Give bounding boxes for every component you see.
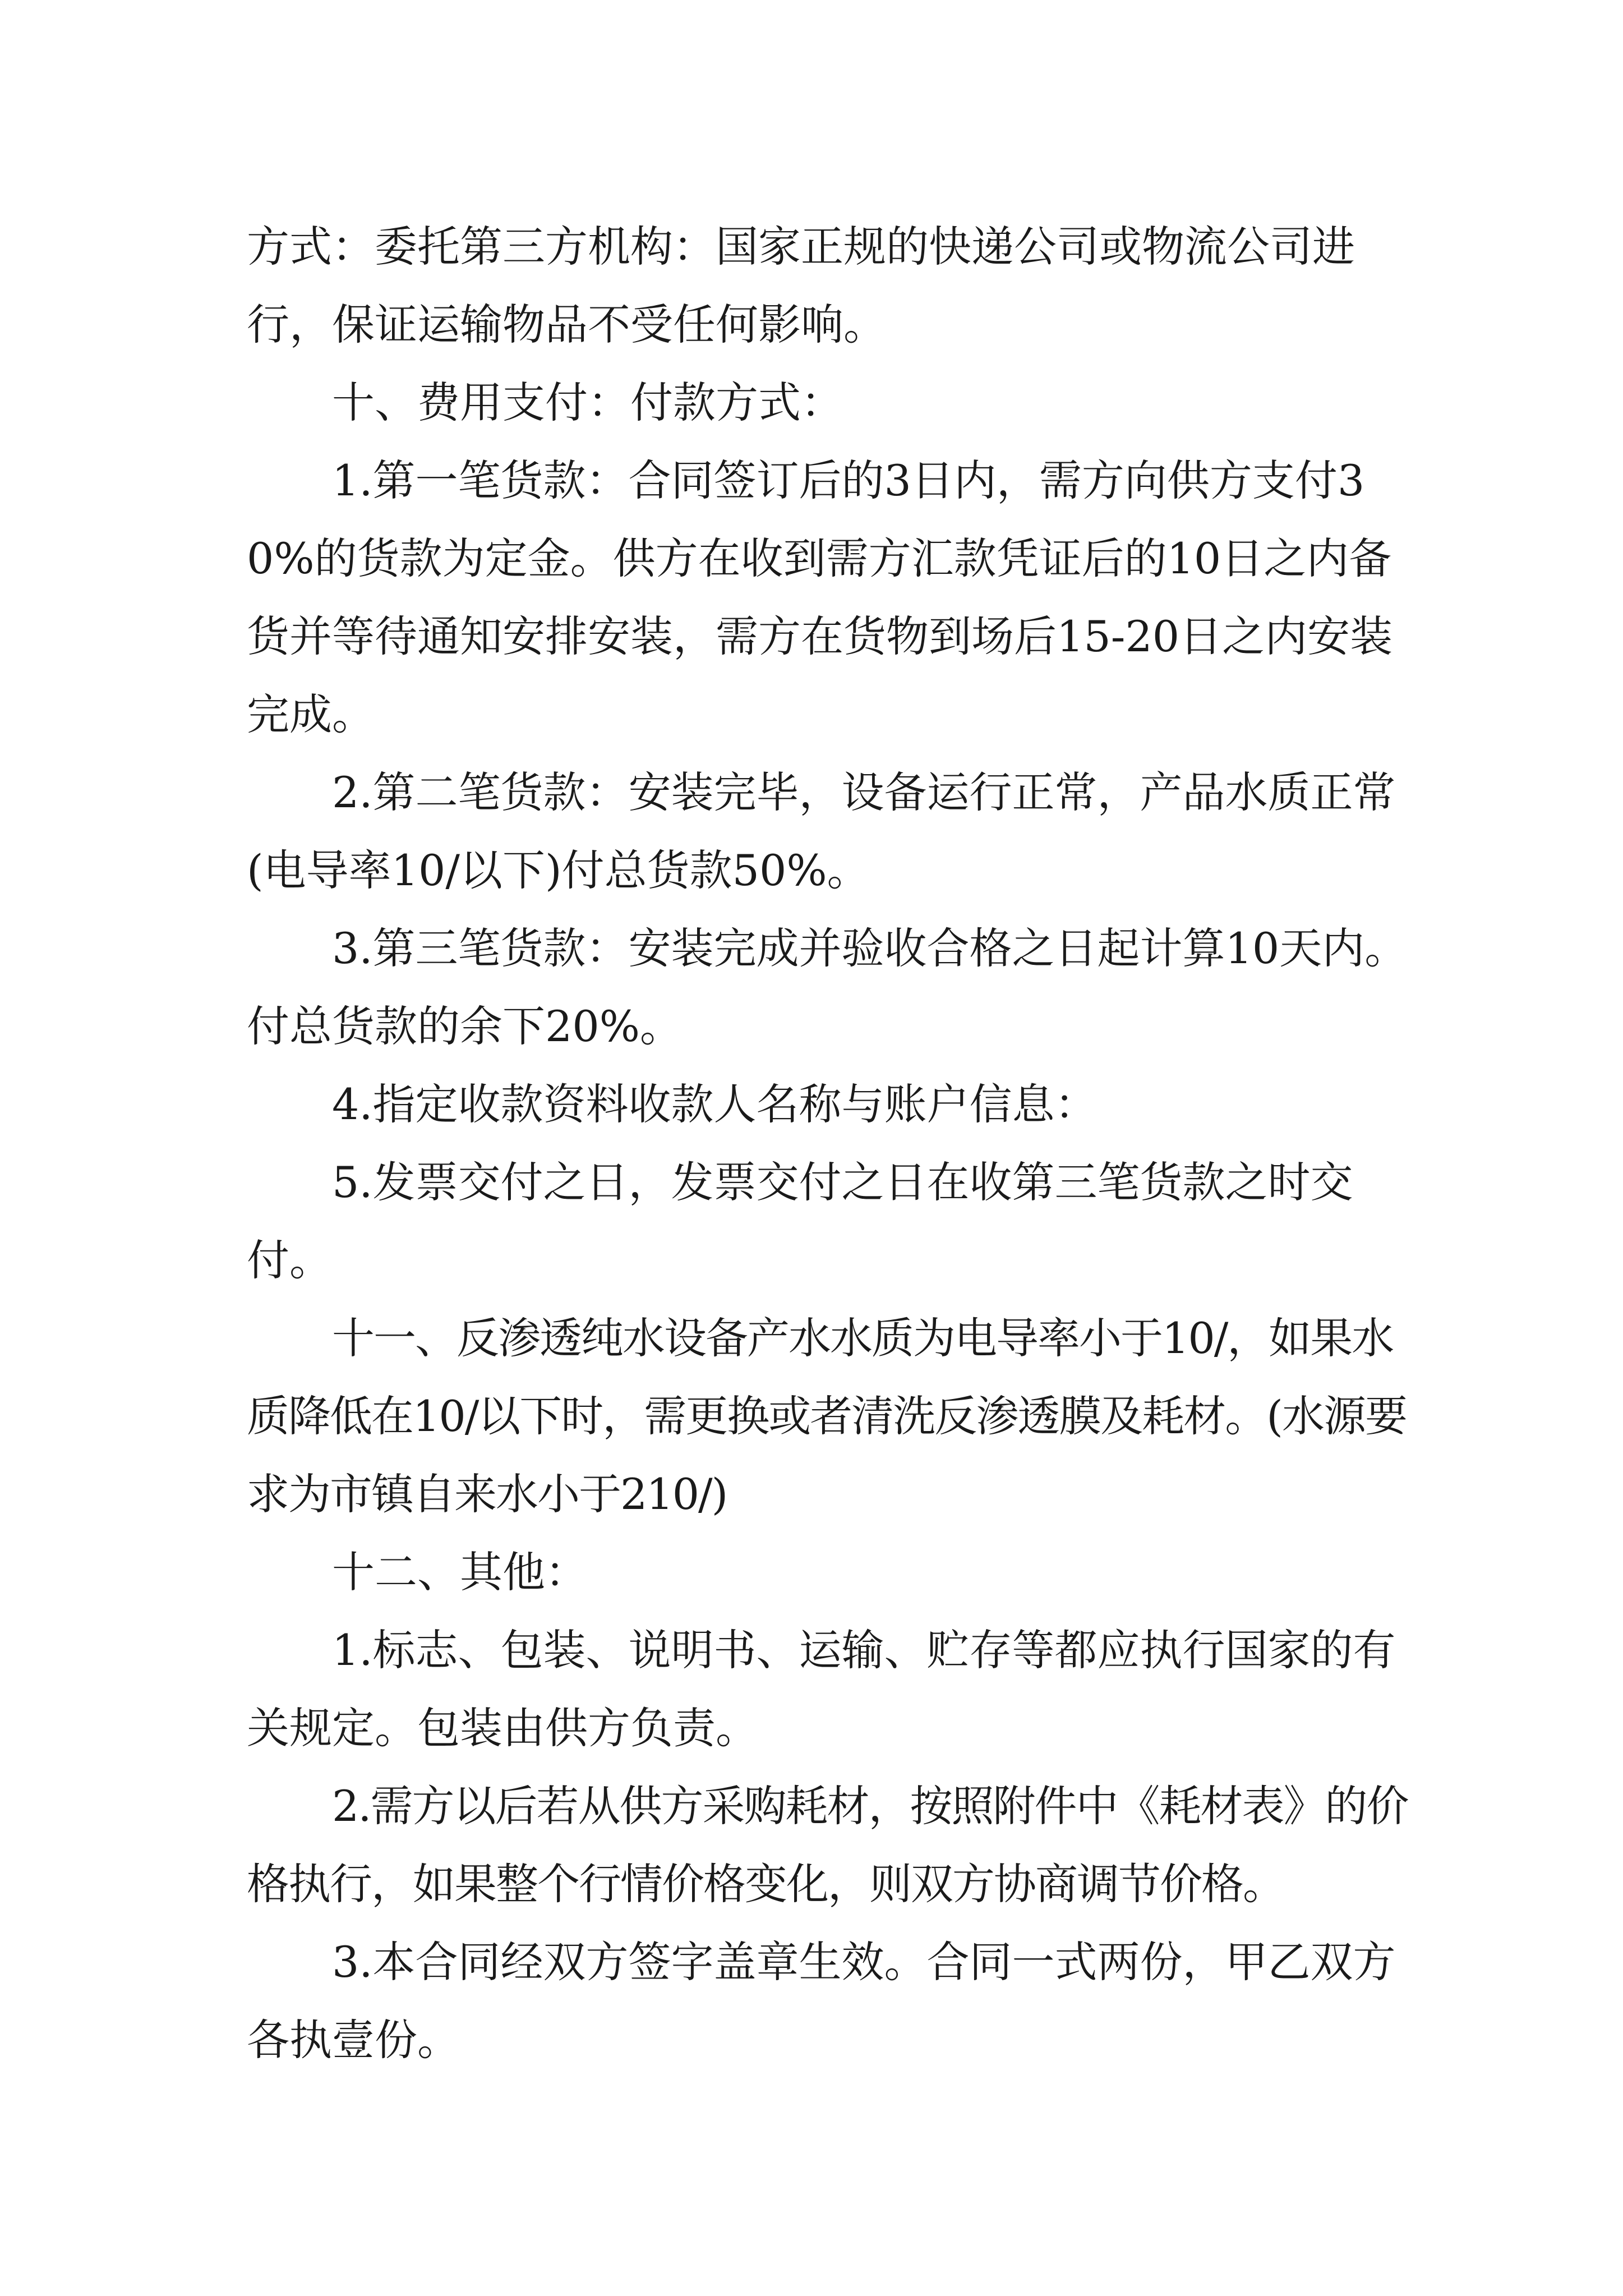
- heading-other: 十二、其他：: [332, 1547, 588, 1597]
- paragraph-water-quality: 十一、反渗透纯水设备产水水质为电导率小于10/，如果水质降低在10/以下时，需更换或者清洗反渗透膜及耗材。(水源要求为市镇自来水小于210/): [247, 1313, 1407, 1519]
- paragraph-consumables: 2.需方以后若从供方采购耗材，按照附件中《耗材表》的价格执行，如果整个行情价格变化，则双方协商调节价格。: [247, 1781, 1408, 1909]
- paragraph-packaging: 1.标志、包装、说明书、运输、贮存等都应执行国家的有关规定。包装由供方负责。: [247, 1625, 1396, 1753]
- paragraph-effective: 3.本合同经双方签字盖章生效。合同一式两份，甲乙双方各执壹份。: [247, 1937, 1396, 2065]
- paragraph-third-payment: 3.第三笔货款：安装完成并验收合格之日起计算10天内。付总货款的余下20%。: [247, 923, 1408, 1051]
- paragraph-account-info: 4.指定收款资料收款人名称与账户信息：: [332, 1079, 1098, 1129]
- document-body: [247, 208, 1413, 2079]
- paragraph-shipping-method: 方式：委托第三方机构：国家正规的快递公司或物流公司进行，保证运输物品不受任何影响。: [247, 222, 1355, 349]
- paragraph-second-payment: 2.第二笔货款：安装完毕，设备运行正常，产品水质正常(电导率10/以下)付总货款50%。: [247, 767, 1396, 895]
- paragraph-invoice: 5.发票交付之日，发票交付之日在收第三笔货款之时交付。: [247, 1157, 1353, 1285]
- paragraph-first-payment: 1.第一笔货款：合同签订后的3日内，需方向供方支付30%的货款为定金。供方在收到需方汇款凭证后的10日之内备货并等待通知安排安装，需方在货物到场后15-20日之内安装完成。: [247, 455, 1393, 739]
- heading-payment: 十、费用支付：付款方式：: [332, 378, 843, 427]
